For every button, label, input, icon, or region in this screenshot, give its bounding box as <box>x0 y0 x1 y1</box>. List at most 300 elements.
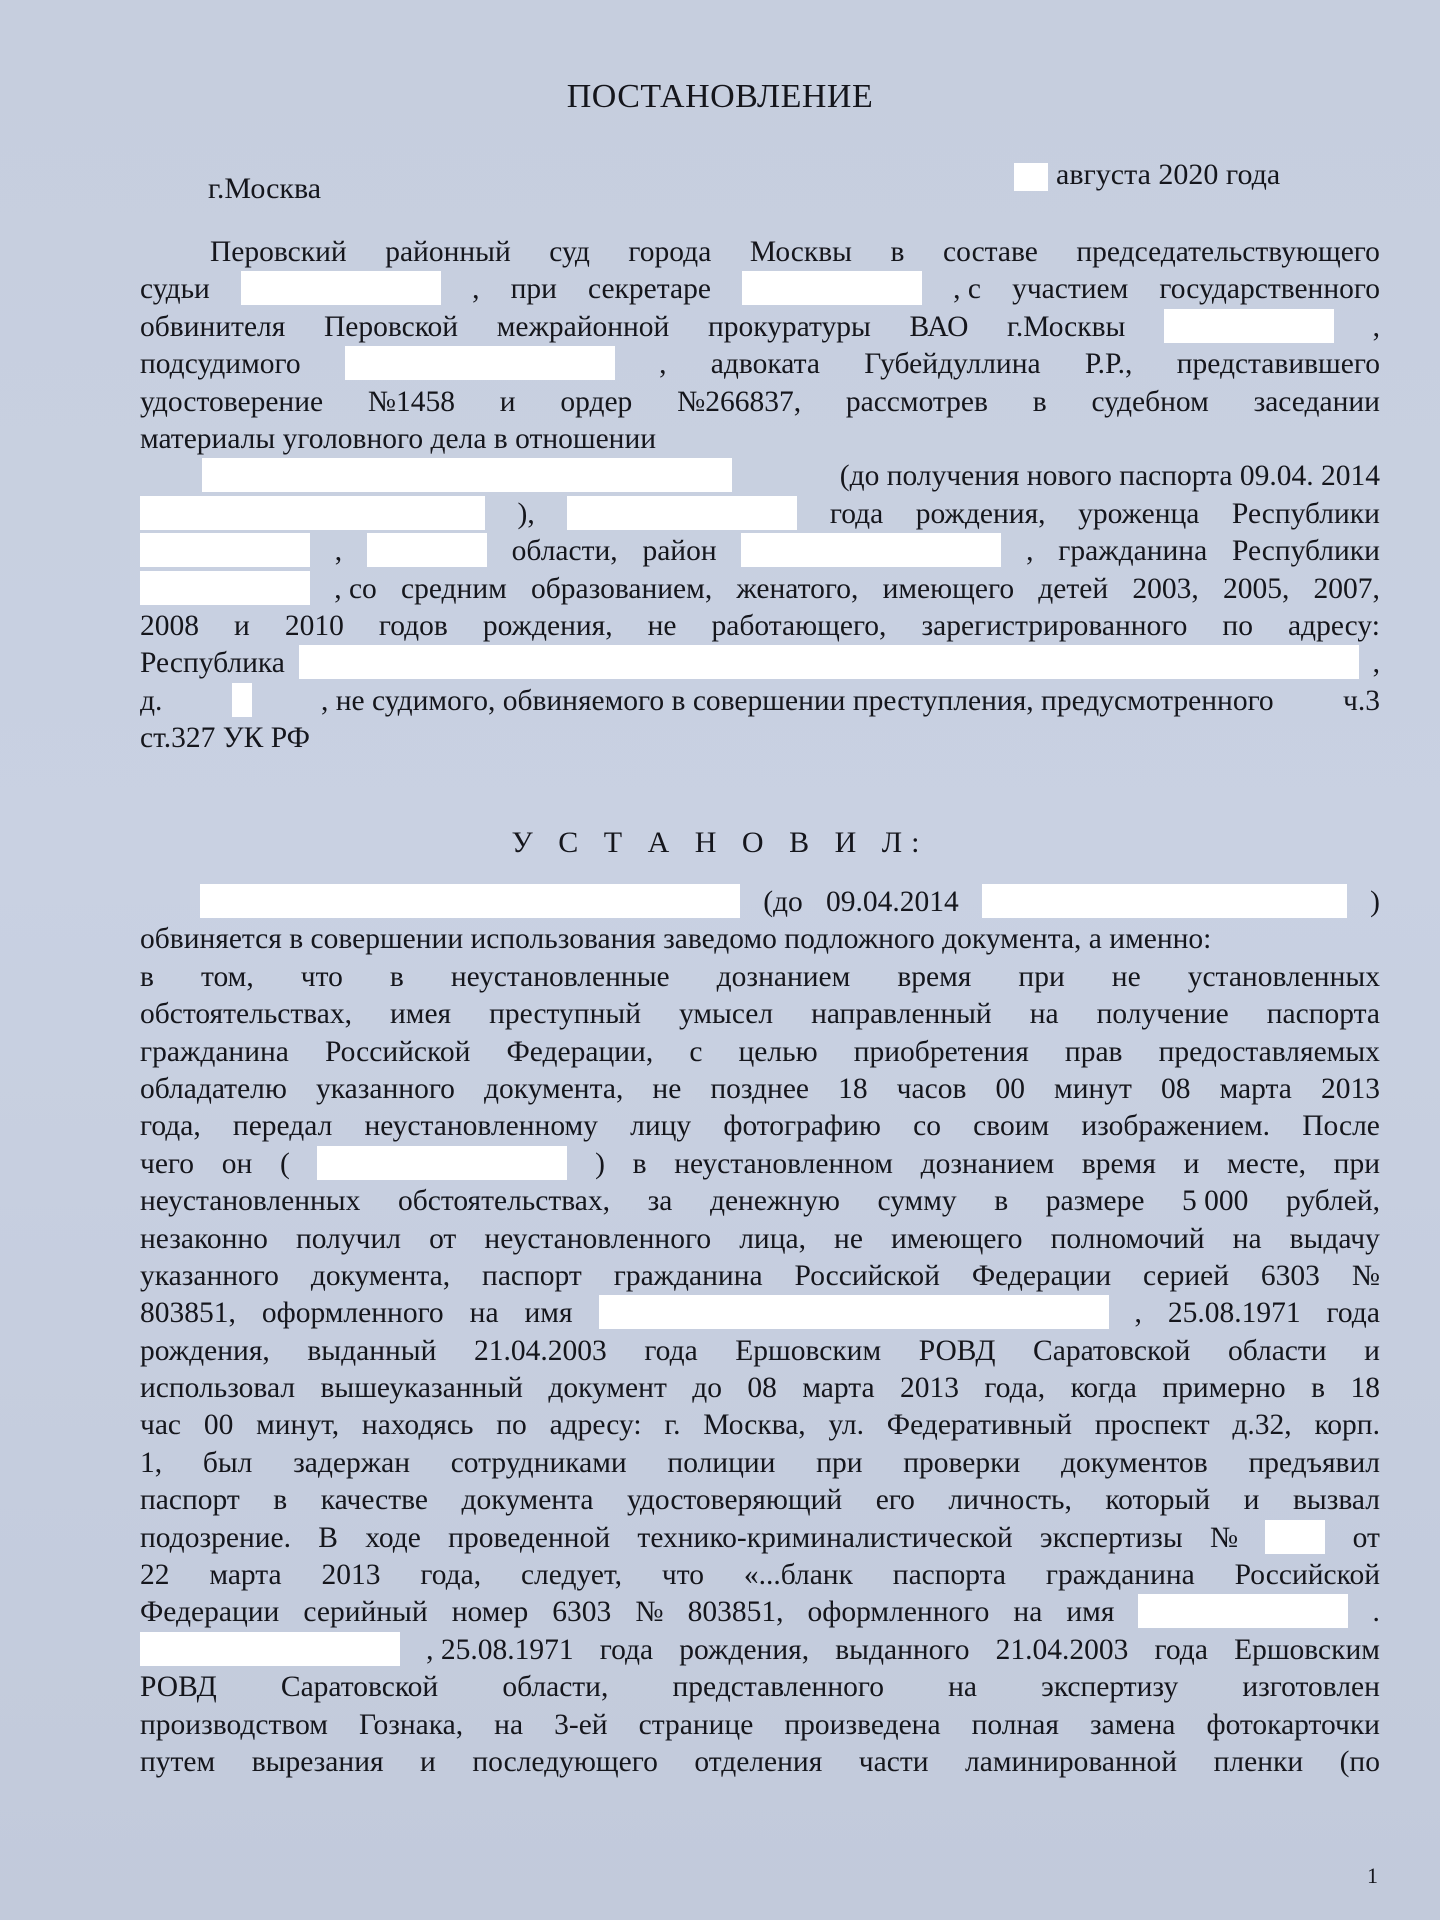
word: представившего <box>1176 348 1380 381</box>
word: паспорт <box>482 1259 582 1292</box>
word: путем <box>140 1745 216 1778</box>
word: рождения, <box>140 1334 270 1367</box>
word: документа, <box>484 1072 624 1105</box>
word: ч.3 <box>1343 684 1380 717</box>
word: 6303 <box>552 1596 612 1629</box>
word: 803851, <box>140 1297 236 1330</box>
word: лица, <box>739 1222 806 1255</box>
word: изготовлен <box>1242 1671 1380 1704</box>
word: марта <box>802 1372 875 1405</box>
text-line <box>140 1557 1380 1594</box>
word: рассмотрев <box>845 385 988 418</box>
word: государственного <box>1159 273 1380 306</box>
word: ), <box>517 497 535 530</box>
word: обстоятельствах, <box>397 1185 610 1218</box>
text-line <box>140 496 1380 533</box>
word: председательствующего <box>1076 236 1380 268</box>
word: д.32, <box>1232 1409 1292 1442</box>
word: в <box>273 1484 288 1517</box>
redaction-box <box>200 884 740 918</box>
word: денежную <box>709 1185 840 1218</box>
word: использовал <box>140 1372 296 1405</box>
text-line <box>140 645 1380 682</box>
word: 21.04.2003 <box>995 1633 1129 1666</box>
word: оформленного <box>807 1596 990 1629</box>
word: по <box>1222 609 1253 642</box>
text-line <box>140 533 1380 570</box>
word: 6303 <box>1260 1259 1320 1292</box>
word: адресу: <box>549 1409 642 1442</box>
word: он <box>221 1147 253 1180</box>
word: проспект <box>1094 1409 1210 1442</box>
word: , <box>334 535 343 568</box>
word: , <box>1026 535 1034 568</box>
word: имея <box>390 998 452 1031</box>
word: , <box>1372 310 1380 343</box>
text-line <box>140 1258 1380 1295</box>
word: паспорта <box>892 1559 1006 1592</box>
word: 08 <box>747 1372 777 1405</box>
word: ) <box>595 1147 605 1180</box>
word: на <box>1232 1222 1262 1255</box>
word: средним <box>401 572 507 605</box>
word: при <box>1333 1147 1380 1180</box>
word: рублей, <box>1286 1185 1380 1218</box>
word: предъявил <box>1248 1446 1380 1479</box>
word: преступный <box>489 998 641 1031</box>
word: заседании <box>1253 385 1380 418</box>
text-line <box>140 346 1380 383</box>
word: Перовской <box>323 310 459 343</box>
redaction-box <box>299 645 1359 679</box>
text-line <box>140 1295 1380 1332</box>
word: сумму <box>877 1185 957 1218</box>
word: Российской <box>794 1259 940 1292</box>
word: минут, <box>256 1409 340 1442</box>
redaction-box <box>140 496 485 530</box>
word: участием <box>1012 273 1129 306</box>
redaction-box <box>1164 309 1334 343</box>
text-line <box>140 1707 1380 1744</box>
word: детей <box>1038 572 1109 605</box>
word: время <box>1081 1147 1156 1180</box>
word: 2013 <box>321 1559 381 1592</box>
word: После <box>1302 1110 1380 1143</box>
word: лицу <box>630 1110 692 1143</box>
word: на <box>1013 1596 1043 1629</box>
word: отделения <box>694 1745 823 1778</box>
word: уроженца <box>1078 497 1200 530</box>
word: 2010 <box>284 609 344 642</box>
text-line <box>140 608 1380 645</box>
word: документов <box>1060 1446 1208 1479</box>
word: (до получения нового паспорта 09.04. 2014 <box>839 460 1380 493</box>
word: документ <box>548 1372 667 1405</box>
word: от <box>1352 1521 1380 1554</box>
word: (по <box>1339 1745 1380 1778</box>
word: области, <box>511 535 618 568</box>
word: 3-ей <box>554 1708 608 1741</box>
word: гражданина <box>140 1035 289 1068</box>
word: указанного <box>140 1259 279 1292</box>
word: 2013 <box>1320 1072 1380 1105</box>
word: марта <box>1219 1072 1292 1105</box>
word: задержан <box>293 1446 410 1479</box>
redaction-box <box>202 458 732 492</box>
word: . <box>1372 1596 1380 1629</box>
word: 2013 <box>900 1372 960 1405</box>
redaction-box <box>1138 1594 1348 1628</box>
word: номер <box>451 1596 529 1629</box>
text-line <box>140 1445 1380 1482</box>
word: рождения, <box>679 1633 810 1666</box>
text-line <box>140 1520 1380 1557</box>
word: фотокарточки <box>1206 1708 1380 1741</box>
word: не <box>834 1222 863 1255</box>
word: марта <box>209 1559 282 1592</box>
word: Федерации <box>971 1259 1112 1292</box>
word: произведена <box>784 1708 941 1741</box>
word: прав <box>1064 1035 1123 1068</box>
word: в <box>890 236 905 268</box>
word: предоставляемых <box>1158 1035 1380 1068</box>
word: сотрудниками <box>450 1446 627 1479</box>
word: позднее <box>710 1072 810 1105</box>
word: ( <box>279 1147 290 1180</box>
word: выданный <box>307 1334 437 1367</box>
word: №1458 <box>367 385 456 418</box>
word: Республики <box>1231 497 1380 530</box>
word: имя <box>524 1297 573 1330</box>
word: адвоката <box>710 348 820 381</box>
word: примерно <box>1162 1372 1286 1405</box>
word: полиции <box>667 1446 776 1479</box>
word: ул. <box>828 1409 865 1442</box>
text-line <box>140 1594 1380 1631</box>
city: г.Москва <box>208 172 322 205</box>
word: направленный <box>811 998 992 1031</box>
word: удостоверение <box>140 385 324 418</box>
word: и <box>420 1745 436 1778</box>
word: Российской <box>1234 1559 1380 1592</box>
text-line <box>140 1146 1380 1183</box>
word: неустановленному <box>364 1110 598 1143</box>
word: при <box>510 273 557 306</box>
word: на <box>948 1671 978 1704</box>
word: неустановленном <box>674 1147 893 1180</box>
word: в <box>389 960 404 993</box>
word: по <box>496 1409 527 1442</box>
word: обладателю <box>140 1072 287 1105</box>
word: производством <box>140 1708 328 1741</box>
word: паспорта <box>1266 998 1380 1031</box>
word: составе <box>942 236 1038 268</box>
word: указанного <box>316 1072 455 1105</box>
word: вышеуказанный <box>320 1372 523 1405</box>
word: установленных <box>1187 960 1380 993</box>
text-line <box>140 1407 1380 1444</box>
word: и <box>1243 1484 1260 1517</box>
word: , с <box>953 273 981 306</box>
text-line <box>140 1632 1380 1669</box>
word: 803851, <box>687 1596 784 1629</box>
word: не <box>652 1072 682 1105</box>
word: в <box>1311 1372 1326 1405</box>
word: когда <box>1070 1372 1137 1405</box>
word: года <box>644 1334 698 1367</box>
word: пленки <box>1213 1745 1304 1778</box>
redaction-box <box>567 496 797 530</box>
word: незаконно <box>140 1222 268 1255</box>
word: области <box>1227 1334 1327 1367</box>
word: 21.04.2003 <box>473 1334 607 1367</box>
word: 18 <box>1350 1372 1380 1405</box>
redaction-box <box>1265 1520 1325 1554</box>
word: года, <box>984 1372 1046 1405</box>
word: гражданина <box>1045 1559 1195 1592</box>
word: гражданина <box>1058 535 1208 568</box>
word: Ершовским <box>735 1334 882 1367</box>
redaction-box <box>140 533 310 567</box>
established-paragraph <box>140 884 1380 1781</box>
word: фотографию <box>723 1110 881 1143</box>
word: что <box>661 1559 704 1592</box>
word: 09.04.2014 <box>826 886 959 918</box>
word: минут <box>1054 1072 1132 1105</box>
word: документа, <box>310 1259 451 1292</box>
word: документа <box>461 1484 594 1517</box>
word: выдачу <box>1289 1222 1380 1255</box>
word: получение <box>1096 998 1229 1031</box>
word: обстоятельствах, <box>140 998 353 1031</box>
word: (до <box>763 886 803 918</box>
word: Республики <box>1231 535 1380 568</box>
word: , <box>1134 1297 1142 1330</box>
text-line <box>140 271 1380 308</box>
word: «...бланк <box>743 1559 853 1592</box>
word: часов <box>896 1072 967 1105</box>
word: РОВД <box>140 1671 217 1704</box>
word: годов <box>378 609 448 642</box>
word: подозрение. <box>140 1521 291 1554</box>
word: неустановленного <box>484 1222 712 1255</box>
word: удостоверяющий <box>626 1484 843 1517</box>
word: оформленного <box>261 1297 444 1330</box>
text-line <box>140 1221 1380 1258</box>
word: рождения, <box>915 497 1046 530</box>
word: , <box>1372 647 1380 680</box>
word: не <box>1111 960 1141 993</box>
redaction-box <box>742 271 922 305</box>
word: находясь <box>361 1409 474 1442</box>
word: и <box>499 385 516 418</box>
word: изображением. <box>1081 1110 1271 1143</box>
word: который <box>1105 1484 1211 1517</box>
word: 18 <box>838 1072 868 1105</box>
word: секретаре <box>588 273 711 306</box>
text-line <box>140 1370 1380 1407</box>
word: судебном <box>1091 385 1209 418</box>
word: районный <box>385 236 511 268</box>
word: года, <box>420 1559 482 1592</box>
word: время <box>897 960 972 993</box>
word: и <box>1183 1147 1200 1180</box>
word: г. <box>664 1409 681 1442</box>
word: до <box>692 1372 723 1405</box>
redaction-box <box>232 683 252 717</box>
text-line <box>140 234 1380 271</box>
word: на <box>469 1297 499 1330</box>
text-line <box>140 996 1380 1033</box>
word: и <box>234 609 250 642</box>
word: проведенной <box>448 1521 611 1554</box>
word: года <box>1326 1297 1380 1330</box>
section-heading: У С Т А Н О В И Л: <box>511 826 929 859</box>
word: судьи <box>140 273 210 306</box>
word: в <box>632 1147 647 1180</box>
word: ВАО <box>909 310 969 343</box>
word: , не судимого, обвиняемого в совершении преступления, предусмотренного <box>321 684 1274 717</box>
word: суд <box>549 236 590 268</box>
word: 00 <box>203 1409 234 1442</box>
text-line: обвиняется в совершении использования заведомо подложного документа, а именно: <box>140 923 1212 956</box>
word: представленного <box>672 1671 884 1704</box>
redaction-box <box>345 346 615 380</box>
word: технико-криминалистической <box>637 1521 1013 1554</box>
word: 2007, <box>1313 572 1380 605</box>
redaction-box <box>140 571 310 605</box>
word: 00 <box>995 1072 1025 1105</box>
word: был <box>202 1446 253 1479</box>
word: в <box>140 960 154 993</box>
document-date <box>1014 158 1280 192</box>
word: имеющего <box>891 1222 1023 1255</box>
text-line <box>140 884 1380 921</box>
word: со <box>913 1110 941 1143</box>
text-line <box>140 309 1380 346</box>
word: в <box>1032 385 1047 418</box>
redaction-box <box>241 271 441 305</box>
word: за <box>647 1185 673 1218</box>
word: года <box>829 497 884 530</box>
word: с <box>689 1035 703 1068</box>
word: от <box>429 1222 457 1255</box>
page-number: 1 <box>1367 1863 1378 1888</box>
word: Москва, <box>703 1409 806 1442</box>
word: , <box>472 273 480 306</box>
word: женатого, <box>736 572 859 605</box>
text-line <box>140 1034 1380 1071</box>
word: В <box>318 1521 338 1554</box>
header-line <box>0 158 1440 208</box>
word: чего <box>140 1147 195 1180</box>
word: ) <box>1370 886 1380 918</box>
word: корп. <box>1314 1409 1380 1442</box>
word: зарегистрированного <box>921 609 1188 642</box>
word: Перовский <box>210 236 347 268</box>
word: Саратовской <box>1033 1334 1191 1367</box>
text-line <box>140 1108 1380 1145</box>
word: в <box>994 1185 1009 1218</box>
text-line: ст.327 УК РФ <box>140 722 310 755</box>
word: месте, <box>1227 1147 1306 1180</box>
word: Губейдуллина <box>864 348 1041 381</box>
word: Р.Р., <box>1084 348 1133 381</box>
word: подсудимого <box>140 348 301 381</box>
word: полномочий <box>1050 1222 1205 1255</box>
word: приобретения <box>853 1035 1029 1068</box>
document-title: ПОСТАНОВЛЕНИЕ <box>566 78 874 115</box>
word: , со <box>334 572 377 605</box>
word: Федерации <box>140 1596 280 1629</box>
word: при <box>816 1446 863 1479</box>
redaction-box <box>140 1632 400 1666</box>
word: 2003, <box>1132 572 1199 605</box>
word: ламинированной <box>965 1745 1178 1778</box>
word: гражданина <box>613 1259 763 1292</box>
word: № <box>1209 1521 1239 1554</box>
word: серией <box>1143 1259 1230 1292</box>
redaction-box <box>982 884 1347 918</box>
redaction-box <box>599 1295 1109 1329</box>
word: Федеративный <box>886 1409 1072 1442</box>
word: ордер <box>560 385 633 418</box>
word: Саратовской <box>280 1671 439 1704</box>
word: обвинителя <box>140 310 286 343</box>
word: его <box>875 1484 915 1517</box>
word: на <box>494 1708 524 1741</box>
word: передал <box>232 1110 333 1143</box>
text-line <box>140 1183 1380 1220</box>
text-line <box>140 683 1380 720</box>
text-line <box>140 384 1380 421</box>
word: рождения, <box>482 609 613 642</box>
word: вызвал <box>1292 1484 1380 1517</box>
text-line <box>140 1333 1380 1370</box>
word: час <box>140 1409 182 1442</box>
word: 22 <box>140 1559 170 1592</box>
word: д. <box>140 684 163 717</box>
word: при <box>1018 960 1065 993</box>
word: качестве <box>320 1484 429 1517</box>
word: умысел <box>678 998 774 1031</box>
word: своим <box>973 1110 1050 1143</box>
word: получил <box>296 1222 401 1255</box>
word: межрайонной <box>496 310 670 343</box>
text-line <box>140 1744 1380 1781</box>
word: Ершовским <box>1234 1633 1380 1666</box>
word: неустановленные <box>450 960 670 993</box>
word: , 25.08.1971 <box>426 1633 574 1666</box>
word: 1, <box>140 1446 163 1479</box>
text-line <box>140 571 1380 608</box>
word: район <box>642 535 717 568</box>
introductory-paragraph <box>140 234 1380 757</box>
word: Российской <box>325 1035 471 1068</box>
redaction-box <box>1014 163 1048 191</box>
word: замена <box>1090 1708 1176 1741</box>
word: ходе <box>365 1521 421 1554</box>
word: города <box>628 236 712 268</box>
word: прокуратуры <box>707 310 871 343</box>
word: не <box>647 609 677 642</box>
word: работающего, <box>711 609 887 642</box>
word: личность, <box>948 1484 1072 1517</box>
word: 25.08.1971 <box>1167 1297 1301 1330</box>
word: № <box>635 1596 664 1629</box>
word: на <box>1029 998 1059 1031</box>
word: размере <box>1045 1185 1145 1218</box>
